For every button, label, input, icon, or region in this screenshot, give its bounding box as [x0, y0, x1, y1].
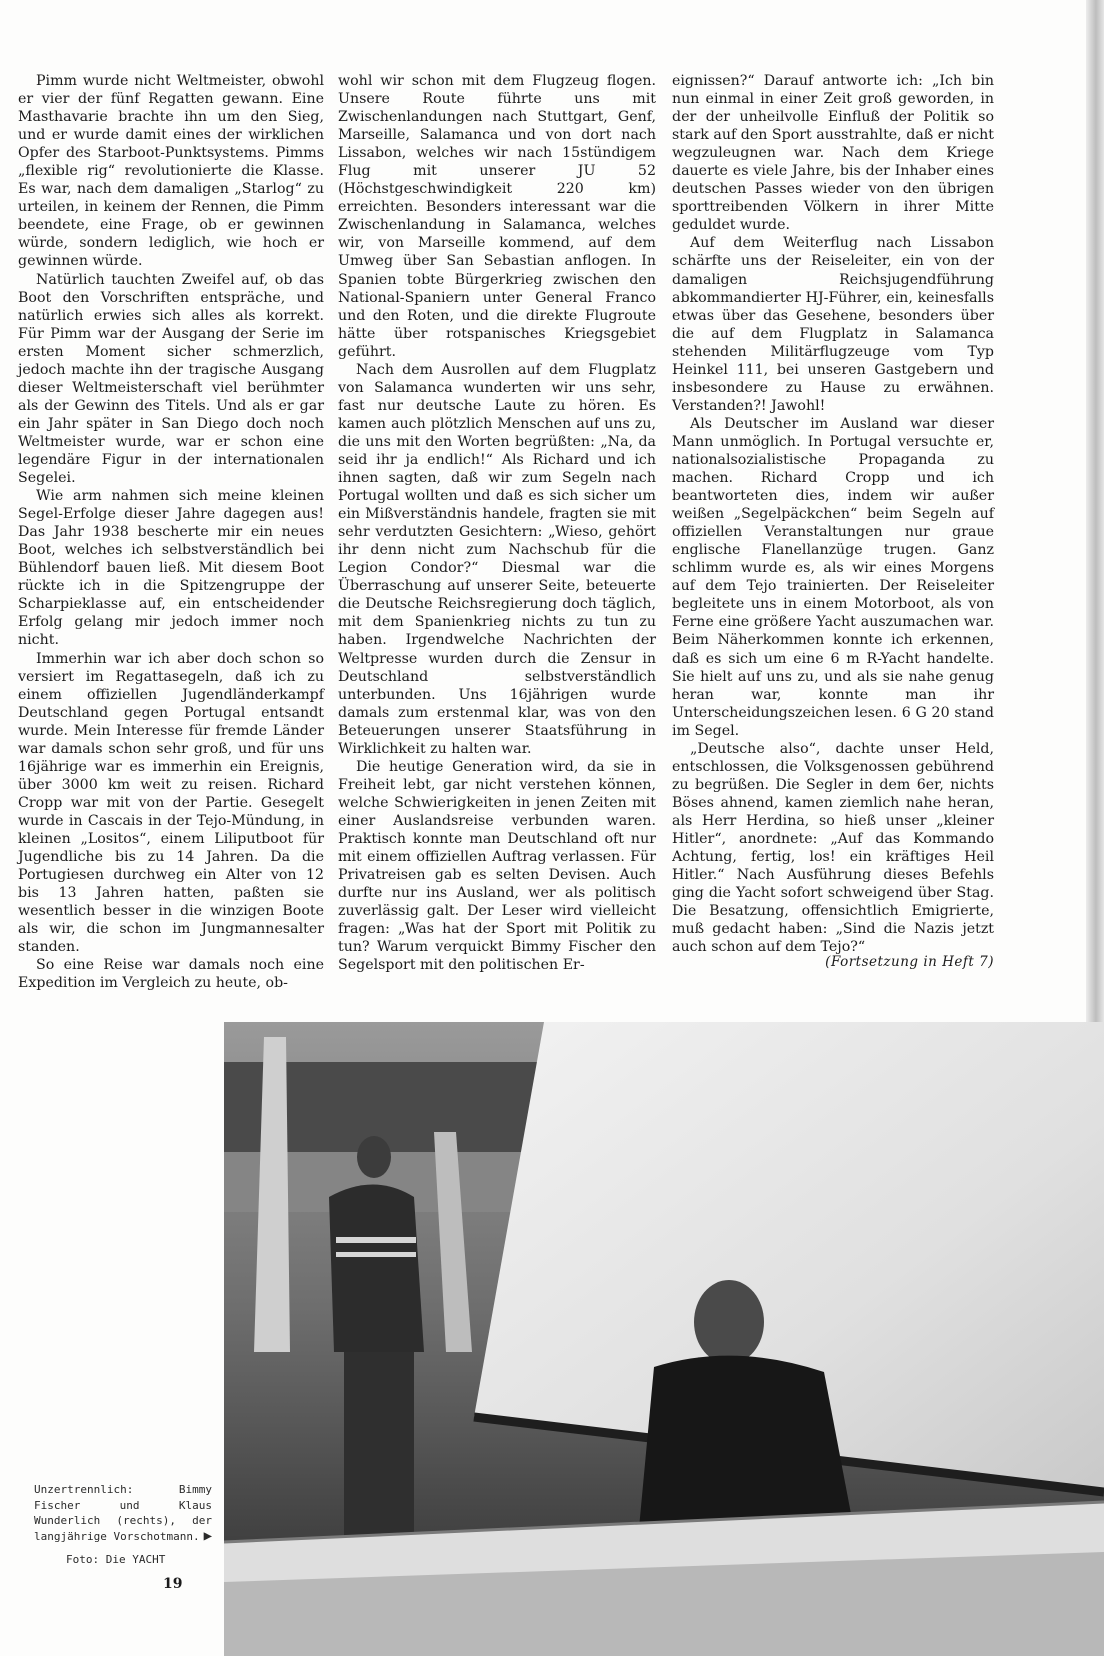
paragraph: wohl wir schon mit dem Flugzeug flogen. Unsere Route führte uns mit Zwischenlandungen nach Stuttgart, Genf, Marseille, Salamanca und von dort nach Lissabon, welches wir nach 15stündigem Flug mit unserer JU 52 (Höchstgeschwindigkeit 220 km) erreichten. Besonders interessant war die Zwischenlandung in Salamanca, welches wir, von Marseille kommend, auf dem Umweg über San Sebastian anflogen. In Spanien tobte Bürgerkrieg zwischen den National-Spaniern unter General Franco und den Roten, und die direkte Flugroute hätte über rotspanisches Kriegsgebiet geführt. — [338, 73, 656, 360]
photo-caption — [34, 1482, 212, 1544]
paragraph: Pimm wurde nicht Weltmeister, obwohl er vier der fünf Regatten gewann. Eine Masthavarie brachte ihn um den Sieg, und er wurde damit eines der wirklichen Opfer des Starboot-Punktsystems. Pimms „flexible rig“ revolutionierte die Klasse. Es war, nach dem damaligen „Starlog“ zu urteilen, in keinem der Rennen, die Pimm beendete, eine Frage, ob er gewinnen würde, sondern lediglich, wie hoch er gewinnen würde. — [18, 73, 324, 270]
paragraph: Natürlich tauchten Zweifel auf, ob das Boot den Vorschriften entspräche, und natürlich erwies sich alles als korrekt. Für Pimm war der Ausgang der Serie im ersten Moment sicher schmerzlich, jedoch machte ihn der tragische Ausgang dieser Weltmeisterschaft viel berühmter als der Gewinn des Titels. Und als er gar ein Jahr später in San Diego doch noch Weltmeister wurde, war er schon eine legendäre Figur in der internationalen Segelei. — [18, 271, 324, 487]
page-number: 19 — [163, 1576, 183, 1592]
paragraph: Nach dem Ausrollen auf dem Flugplatz von Salamanca wunderten wir uns sehr, fast nur deutsche Laute zu hören. Es kamen auch plötzlich Menschen auf uns zu, die uns mit den Worten begrüßten: „Na, da seid ihr ja endlich!“ Als Richard und ich ihnen sagten, daß wir zum Segeln nach Portugal wollten und daß es sich sicher um ein Mißverständnis handele, fragten sie mit sehr verdutzten Gesichtern: „Wieso, gehört ihr denn nicht zum Nachschub für die Legion Condor?“ Diesmal war die Überraschung auf unserer Seite, beteuerte die Deutsche Reichsregierung doch täglich, mit dem Spanienkrieg nichts zu tun zu haben. Irgendwelche Nachrichten der Weltpresse wurden durch die Zensur in Deutschland selbstverständlich unterbunden. Uns 16jährigen wurde damals zum erstenmal klar, was von den Beteuerungen unserer Staatsführung in Wirklichkeit zu halten war. — [338, 361, 656, 757]
paragraph: So eine Reise war damals noch eine Expedition im Vergleich zu heute, ob- — [18, 957, 324, 992]
arrow-right-icon: ▶ — [203, 1527, 213, 1544]
paragraph: Immerhin war ich aber doch schon so versiert im Regattasegeln, daß ich zu einem offiziellen Jugendländerkampf Deutschland gegen Portugal entsandt wurde. Mein Interesse für fremde Länder war damals schon sehr groß, und für uns 16jährige war es immerhin ein Ereignis, über 3000 km weit zu reisen. Richard Cropp war mit von der Partie. Gesegelt wurde in Cascais in der Tejo-Mündung, in kleinen „Lositos“, einem Liliputboot für Jugendliche bis zu 14 Jahren. Da die Portugiesen durchweg ein Alter von 12 bis 13 Jahren hatten, paßten sie wesentlich besser in die winzigen Boote als wir, die schon im Jungmannesalter standen. — [18, 650, 324, 956]
paragraph: „Deutsche also“, dachte unser Held, entschlossen, die Volksgenossen gebührend zu begrüßen. Die Segler in dem 6er, nichts Böses ahnend, kamen ziemlich nahe heran, als Herr Herdina, so hieß unser „kleiner Hitler“, anordnete: „Auf das Kommando Achtung, fertig, los! ein kräftiges Heil Hitler.“ Nach Ausführung dieses Befehls ging die Yacht sofort schweigend über Stag. Die Besatzung, offensichtlich Emigrierte, muß gedacht haben: „Sind die Nazis jetzt auch schon auf dem Tejo?“ — [672, 740, 994, 956]
paragraph: Als Deutscher im Ausland war dieser Mann unmöglich. In Portugal versuchte er, nationalsozialistische Propaganda zu machen. Richard Cropp und ich beantworteten dies, indem wir außer weißen „Segelpäckchen“ beim Segeln auf offiziellen Veranstaltungen nur graue englische Flanellanzüge trugen. Ganz schlimm wurde es, als wir eines Morgens auf dem Tejo trainierten. Der Reiseleiter begleitete uns in einem Motorboot, als von Ferne eine größere Yacht auszumachen war. Beim Näherkommen konnte ich erkennen, daß es sich um eine 6 m R-Yacht handelte. Sie hielt auf uns zu, und als sie nahe genug heran war, konnte man ihr Unterscheidungszeichen lesen. 6 G 20 stand im Segel. — [672, 415, 994, 739]
sailing-photo-drawing — [224, 1022, 1104, 1656]
paragraph: eignissen?“ Darauf antworte ich: „Ich bin nun einmal in einer Zeit groß geworden, in der der unheilvolle Einfluß der Politik so stark auf den Sport ausstrahlte, daß er nicht wegzuleugnen war. Nach dem Kriege dauerte es viele Jahre, bis der Inhaber eines deutschen Passes wieder von den übrigen sporttreibenden Völkern in ihrer Mitte geduldet wurde. — [672, 73, 994, 234]
caption-text: Unzertrennlich: Bimmy Fischer und Klaus Wunderlich (rechts), der langjährige Vorschotmann. — [34, 1483, 212, 1543]
article-column-middle — [338, 72, 656, 974]
paragraph: Wie arm nahmen sich meine kleinen Segel-Erfolge dieser Jahre dagegen aus! Das Jahr 1938 bescherte mir ein neues Boot, welches ich selbstverständlich bei Bühlendorf bauen ließ. Mit diesem Boot rückte ich in die Spitzengruppe der Scharpieklasse auf, ein entscheidender Erfolg gelang mir jedoch immer noch nicht. — [18, 488, 324, 649]
article-column-left — [18, 72, 324, 992]
photo-credit: Foto: Die YACHT — [66, 1553, 166, 1566]
sailing-photo — [224, 1022, 1104, 1656]
continuation-note: (Fortsetzung in Heft 7) — [825, 954, 994, 970]
article-column-right — [672, 72, 994, 956]
paragraph: Die heutige Generation wird, da sie in Freiheit lebt, gar nicht verstehen können, welche Schwierigkeiten in jenen Zeiten mit einer Auslandsreise verbunden waren. Praktisch konnte man Deutschland oft nur mit einem offiziellen Auftrag verlassen. Für Privatreisen gab es selten Devisen. Auch durfte nur ins Ausland, wer als politisch zuverlässig galt. Der Leser wird vielleicht fragen: „Was hat der Sport mit Politik zu tun? Warum verquickt Bimmy Fischer den Segelsport mit den politischen Er- — [338, 758, 656, 974]
paragraph: Auf dem Weiterflug nach Lissabon schärfte uns der Reiseleiter, ein von der damaligen Reichsjugendführung abkommandierter HJ-Führer, ein, keinesfalls etwas über das Gesehene, besonders über die auf dem Flugplatz in Salamanca stehenden Militärflugzeuge vom Typ Heinkel 111, bei unseren Gastgebern und insbesondere zu Hause zu erwähnen. Verstanden?! Jawohl! — [672, 235, 994, 414]
